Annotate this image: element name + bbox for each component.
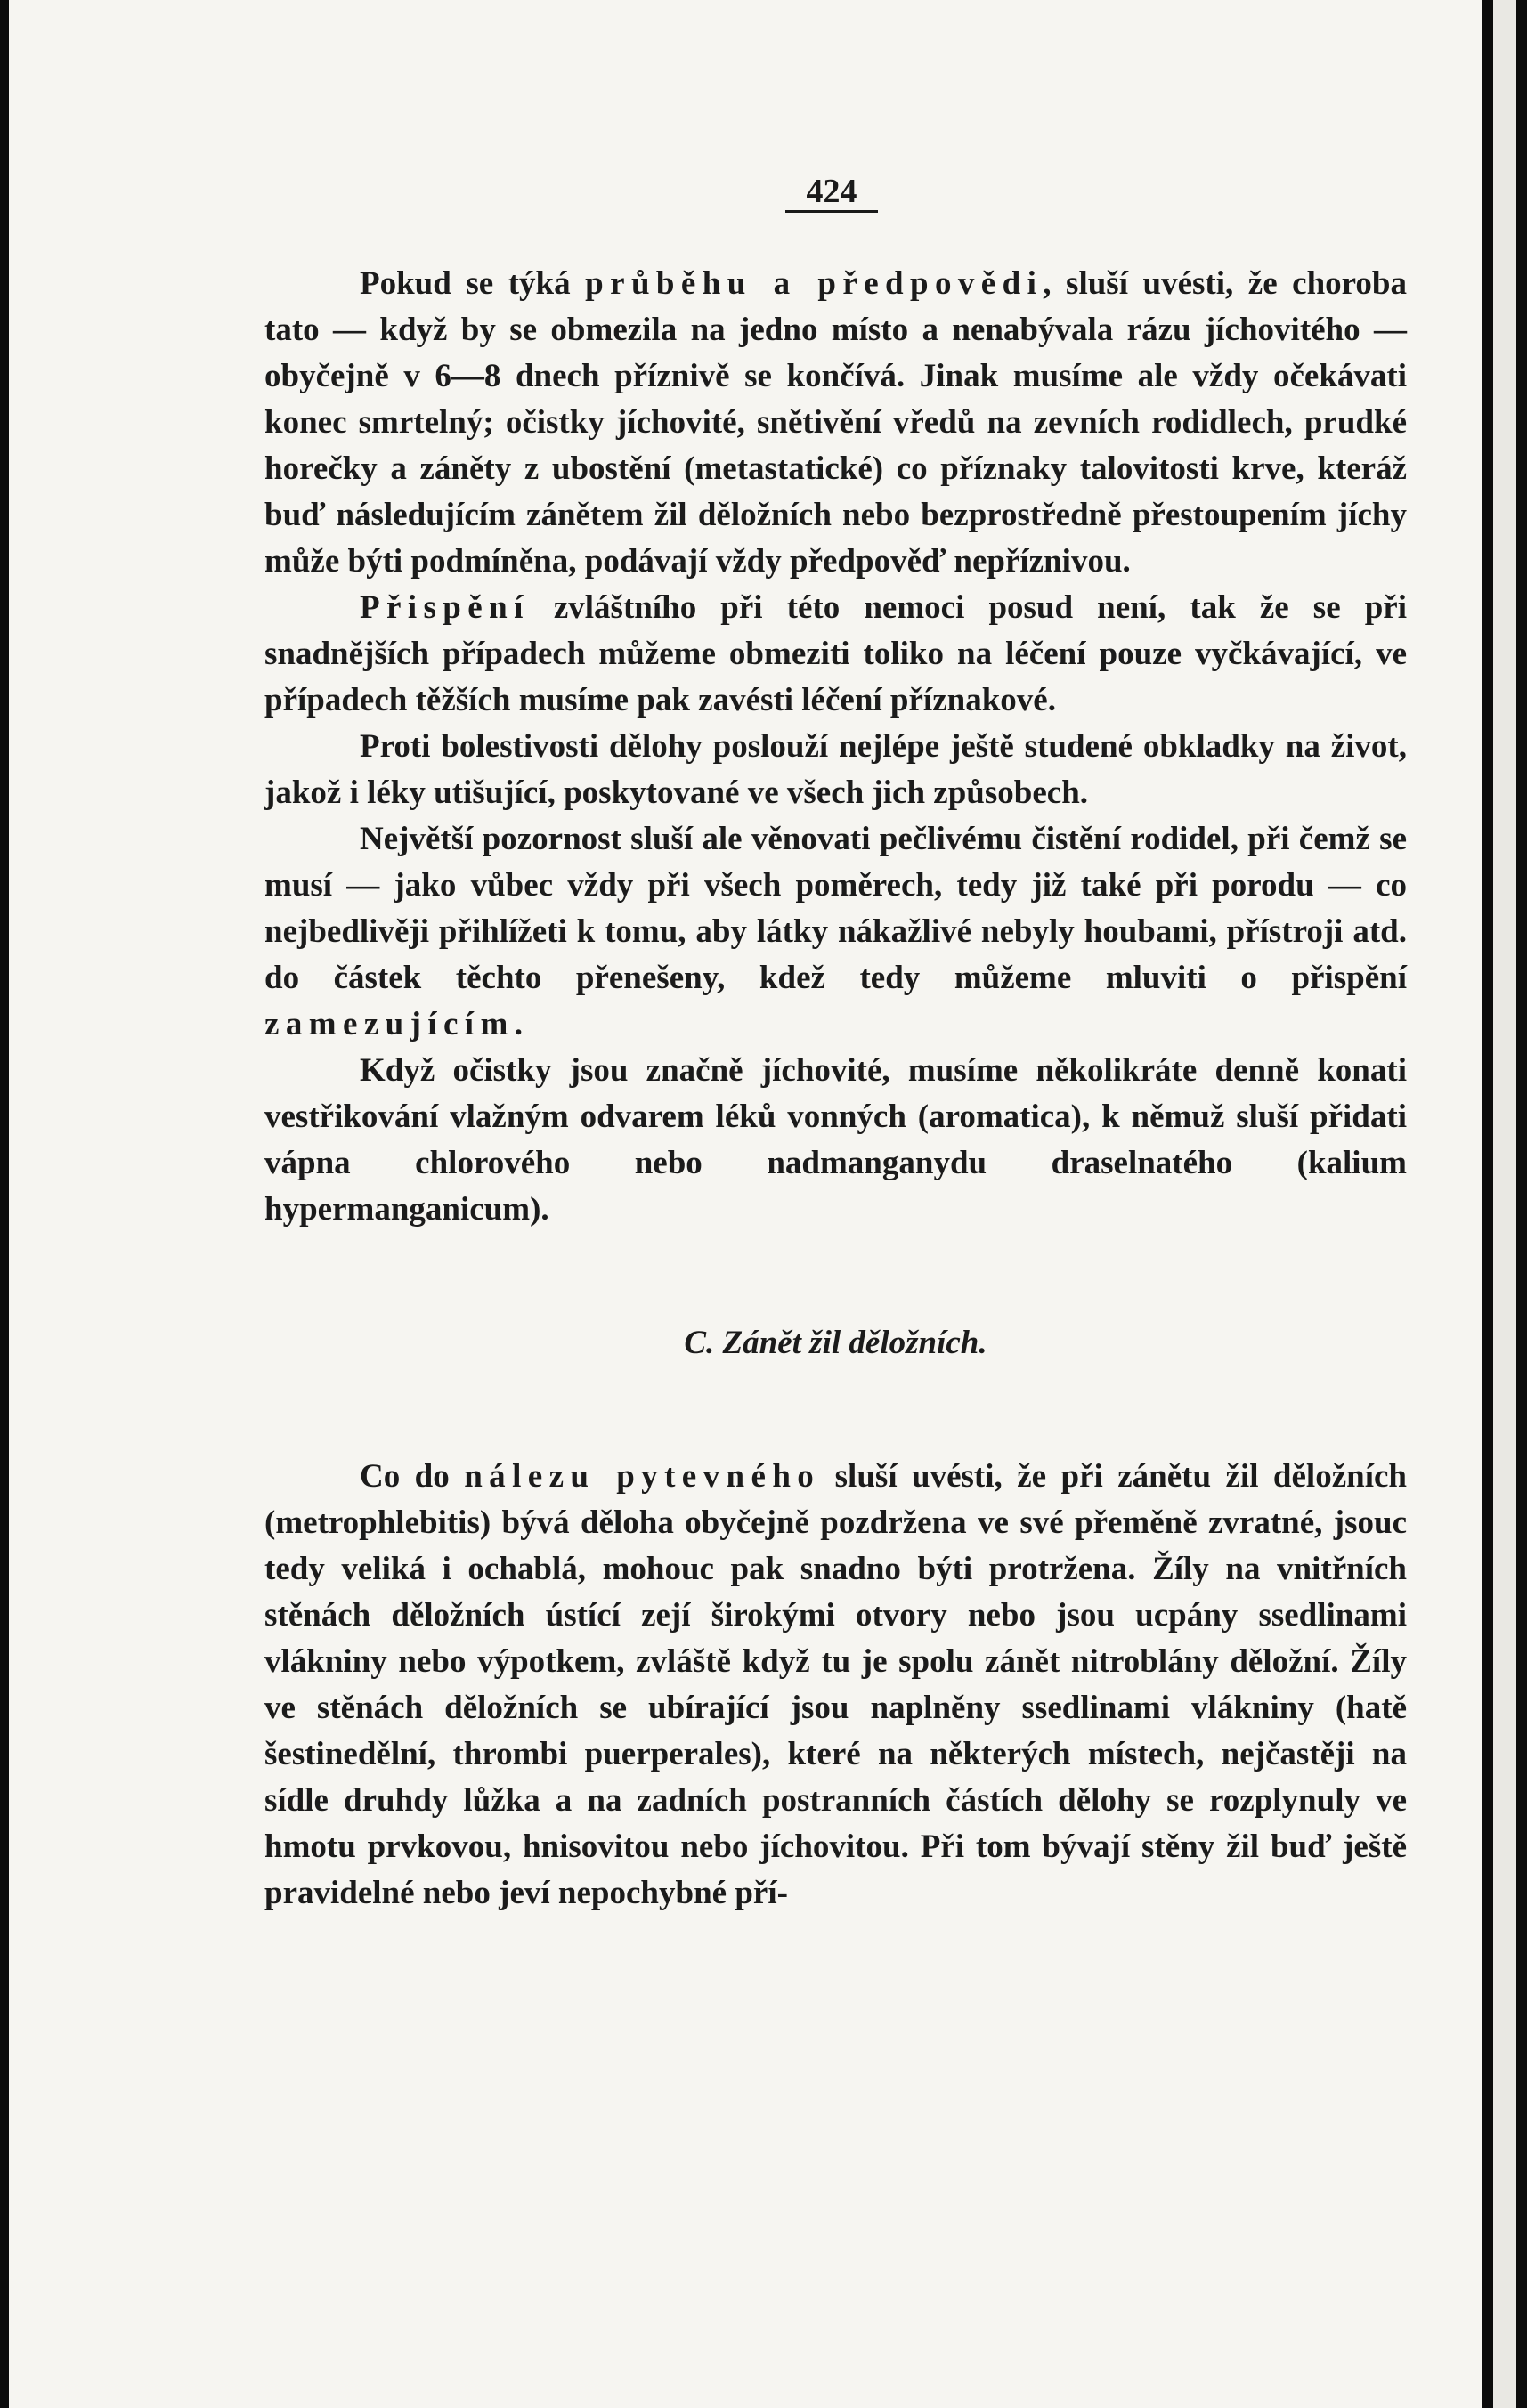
spaced-emphasis: zamezujícím	[264, 1006, 515, 1042]
paragraph-cleaning: Největší pozornost sluší ale věnovati pečlivému čistění rodidel, při čemž se musí — jako vůbec vždy při všech poměrech, tedy již také při porodu — co nejbedlivěji přihlížeti k tomu, aby látky nákažlivé nebyly houbami, přístroji atd. do částek těchto přenešeny, kdež tedy můžeme mluviti o přispění zamezujícím.	[264, 821, 1407, 1042]
paragraph-autopsy: Co do nálezu pytevného sluší uvésti, že při zánětu žil děložních (metrophlebitis) bývá děloha obyčejně pozdržena ve své přeměně zvratné, jsouc tedy veliká i ochablá, mohouc pak snadno býti protržena. Žíly na vnitřních stěnách děložních ústící zejí širokými otvory nebo jsou ucpány ssedlinami vlákniny nebo výpotkem, zvláště když tu je spolu zánět nitroblány děložní. Žíly ve stěnách děložních se ubírající jsou naplněny ssedlinami vlákniny (hatě šestinedělní, thrombi puerperales), které na některých místech, nejčastěji na sídle druhdy lůžka a na zadních postranních částích dělohy se rozplynuly ve hmotu prvkovou, hnisovitou nebo jíchovitou. Při tom bývají stěny žil buď ještě pravidelné nebo jeví nepochybné pří-	[264, 1458, 1407, 1911]
spaced-emphasis: nálezu pytevného	[464, 1458, 821, 1495]
scan-edge	[1482, 0, 1527, 2408]
paragraph-prognosis: Pokud se týká průběhu a předpovědi, sluší uvésti, že choroba tato — když by se obmezila na jedno místo a nenabývala rázu jíchovitého — obyčejně v 6—8 dnech příznivě se končívá. Jinak musíme ale vždy očekávati konec smrtelný; očistky jíchovité, snětivění vředů na zevních rodidlech, prudké horečky a záněty z ubostění (metastatické) co příznaky talovitosti krve, kteráž buď následujícím zánětem žil děložních nebo bezprostředně přestoupením jíchy může býti podmíněna, podávají vždy předpověď nepříznivou.	[264, 265, 1407, 580]
page-number: 424	[785, 174, 878, 213]
paragraph-treatment: Přispění zvláštního při této nemoci posud není, tak že se při snadnějších případech můžeme obmeziti toliko na léčení pouze vyčkávající, ve případech těžších musíme pak zavésti léčení příznakové.	[264, 589, 1407, 718]
page-body	[264, 261, 1407, 1917]
book-page	[9, 0, 1482, 2408]
spaced-emphasis: průběhu a předpovědi	[585, 265, 1044, 302]
spaced-emphasis: Přispění	[360, 589, 530, 626]
paragraph-pain: Proti bolestivosti dělohy poslouží nejlépe ještě studené obkladky na život, jakož i léky utišující, poskytované ve všech jich způsobech.	[264, 728, 1407, 811]
section-heading: C. Zánět žil děložních.	[684, 1325, 987, 1361]
paragraph-irrigation: Když očistky jsou značně jíchovité, musíme několikráte denně konati vestřikování vlažným odvarem léků vonných (aromatica), k němuž sluší přidati vápna chlorového nebo nadmanganydu draselnatého (kalium hypermanganicum).	[264, 1052, 1407, 1228]
